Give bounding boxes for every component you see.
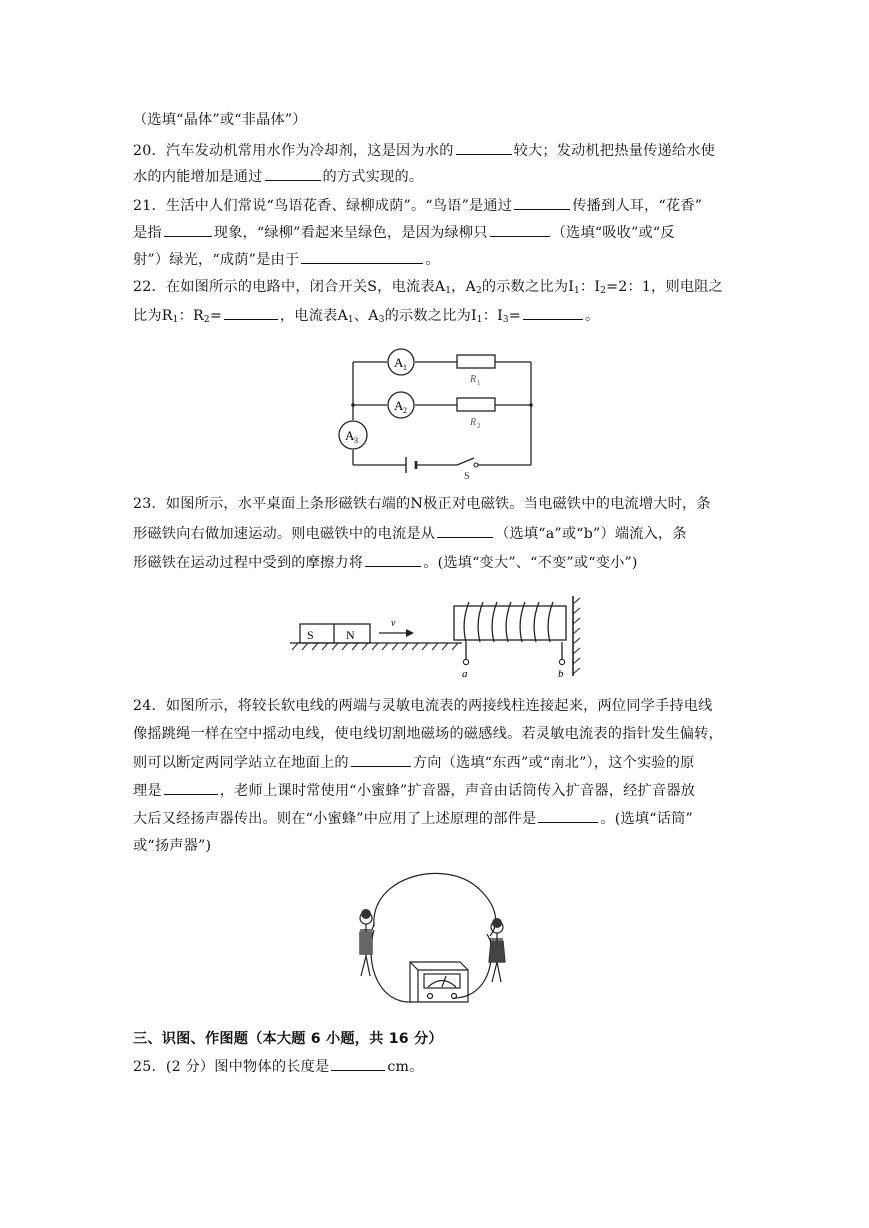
terminal-b-label: b: [558, 668, 564, 680]
subscript: 1: [477, 379, 481, 387]
text: 的示数之比为I: [384, 308, 477, 324]
north-pole-label: N: [346, 628, 355, 642]
text: 22．在如图所示的电路中，闭合开关S，电流表A: [133, 279, 446, 295]
text: 水的内能增加是通过: [133, 169, 263, 185]
text: 24．如图所示，将较长软电线的两端与灵敏电流表的两接线柱连接起来，两位同学手持电线: [133, 698, 713, 714]
line-choose-crystal: [133, 110, 307, 130]
question-24-line1: [133, 696, 713, 716]
text: 。(选填“变大”、“不变”或“变小”): [423, 555, 638, 571]
velocity-label: v: [391, 618, 396, 629]
text: 像摇跳绳一样在空中摇动电线，使电线切割地磁场的磁感线。若灵敏电流表的指针发生偏转，: [133, 726, 723, 742]
question-24-line2: [133, 724, 723, 744]
question-24-line5: [133, 808, 693, 829]
text: 射”）绿光，“成荫”是由于: [133, 252, 300, 268]
question-23-line2: [133, 523, 687, 544]
answer-blank[interactable]: [514, 195, 570, 210]
question-24-line4: [133, 780, 695, 801]
terminal-a-label: a: [462, 668, 468, 680]
subscript: 1: [574, 286, 580, 296]
text: （选填“吸收”或“反: [551, 225, 675, 241]
answer-blank[interactable]: [365, 552, 421, 567]
text: 、A: [353, 308, 379, 324]
text: =: [209, 308, 222, 324]
circuit-diagram: [332, 338, 538, 482]
subscript: 2: [403, 406, 407, 415]
text: 传播到人耳，“花香”: [572, 198, 703, 214]
electromagnet-diagram: [290, 592, 590, 680]
text: 20．汽车发动机常用水作为冷却剂，这是因为水的: [133, 143, 454, 159]
answer-blank[interactable]: [164, 780, 218, 795]
text: （选填“a”或“b”）端流入，条: [495, 526, 687, 542]
text: 。(选填“话筒”: [600, 811, 693, 827]
question-21-line2: [133, 222, 675, 243]
text: 现象，“绿柳”看起来呈绿色，是因为绿柳只: [213, 225, 488, 241]
question-22-line2: [133, 305, 599, 330]
text: 较大；发动机把热量传递给水使: [513, 143, 716, 159]
text: 25．(2 分）图中物体的长度是: [133, 1059, 330, 1075]
subscript: 1: [445, 286, 452, 296]
subscript: 1: [403, 363, 407, 372]
ammeter-a2-label: A: [394, 398, 404, 413]
text: cm。: [387, 1059, 424, 1075]
text: ：I: [579, 279, 601, 295]
question-23-line3: [133, 552, 638, 573]
text: 或“扬声器”): [133, 838, 212, 854]
south-pole-label: S: [307, 628, 314, 642]
subscript: 1: [172, 315, 179, 325]
subscript: 2: [600, 286, 607, 296]
text: ，电流表A: [279, 308, 348, 324]
subscript: 2: [477, 422, 481, 430]
text: 。: [584, 308, 600, 324]
subscript: 1: [476, 315, 483, 325]
text: ，A: [451, 279, 476, 295]
answer-blank[interactable]: [351, 752, 411, 767]
question-21-line1: [133, 195, 702, 216]
question-24-line6: [133, 836, 211, 856]
text: 方向（选填“东西”或“南北”），这个实验的原: [412, 755, 695, 771]
resistor-r1-label: R: [470, 374, 477, 385]
question-21-line3: [133, 249, 440, 270]
text: ，老师上课时常使用“小蜜蜂”扩音器，声音由话筒传入扩音器，经扩音器放: [219, 783, 696, 799]
text: 21．生活中人们常说“鸟语花香、绿柳成荫”。“鸟语”是通过: [133, 198, 513, 214]
text: =2：1，则电阻之: [606, 279, 723, 295]
question-25-line1: [133, 1056, 424, 1077]
text: ：R: [178, 308, 204, 324]
text: =: [508, 308, 521, 324]
text: 。: [425, 252, 440, 268]
resistor-r2-label: R: [470, 417, 477, 428]
question-20-line1: [133, 140, 715, 161]
answer-blank[interactable]: [164, 222, 212, 237]
answer-blank[interactable]: [437, 523, 493, 538]
answer-blank[interactable]: [265, 166, 321, 181]
section-3-heading: [133, 1029, 443, 1049]
text: 理是: [133, 783, 162, 799]
answer-blank[interactable]: [331, 1056, 385, 1071]
text: 形磁铁在运动过程中受到的摩擦力将: [133, 555, 364, 571]
text: 比为R: [133, 308, 173, 324]
answer-blank[interactable]: [490, 222, 550, 237]
subscript: 3: [354, 436, 358, 445]
question-23-line1: [133, 494, 711, 514]
text: （选填“晶体”或“非晶体”）: [133, 112, 307, 128]
question-22-line1: [133, 277, 723, 301]
text: 三、识图、作图题（本大题 6 小题，共 16 分）: [133, 1031, 443, 1047]
text: 是指: [133, 225, 162, 241]
subscript: 1: [347, 315, 354, 325]
question-20-line2: [133, 166, 423, 187]
subscript: 2: [203, 315, 210, 325]
text: 23．如图所示，水平桌面上条形磁铁右端的N极正对电磁铁。当电磁铁中的电流增大时，条: [133, 496, 711, 512]
subscript: 2: [475, 286, 482, 296]
subscript: 3: [378, 315, 385, 325]
answer-blank[interactable]: [538, 808, 598, 823]
text: 则可以断定两同学站立在地面上的: [133, 755, 349, 771]
text: ：I: [482, 308, 503, 324]
answer-blank[interactable]: [301, 249, 423, 264]
rope-galvanometer-diagram: [350, 866, 520, 1018]
answer-blank[interactable]: [523, 305, 583, 320]
text: 形磁铁向右做加速运动。则电磁铁中的电流是从: [133, 526, 436, 542]
text: 的方式实现的。: [322, 169, 424, 185]
ammeter-a1-label: A: [394, 355, 404, 370]
ammeter-a3-label: A: [345, 428, 355, 443]
text: 的示数之比为I: [481, 279, 575, 295]
switch-label: S: [464, 471, 470, 482]
answer-blank[interactable]: [456, 140, 512, 155]
text: 大后又经扬声器传出。则在“小蜜蜂”中应用了上述原理的部件是: [133, 811, 537, 827]
answer-blank[interactable]: [224, 305, 278, 320]
question-24-line3: [133, 752, 695, 773]
subscript: 3: [502, 315, 509, 325]
